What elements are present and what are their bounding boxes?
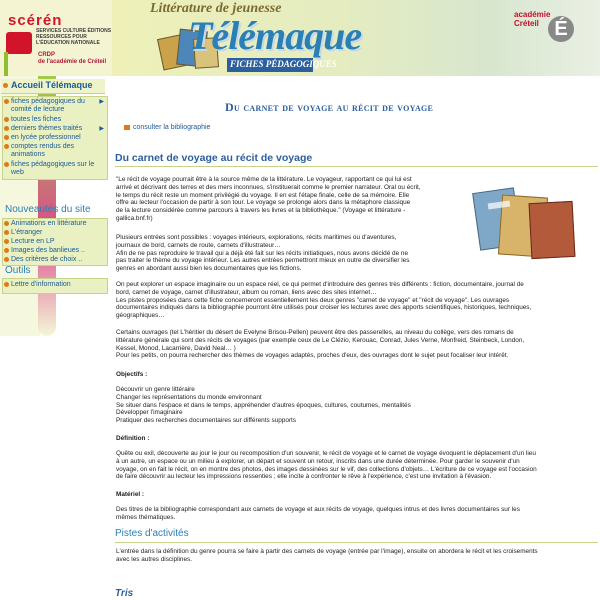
paragraph-intro (116, 176, 466, 223)
tools-item-label: Lettre d'information (11, 281, 71, 288)
text-line: bord, carnet de voyage, carnet d'illustrateur, album ou roman, liens avec des sites internet… (116, 288, 377, 296)
bullet-icon (4, 282, 9, 287)
news-item-banlieues[interactable] (4, 247, 106, 255)
bullet-icon (4, 135, 9, 140)
home-link[interactable] (1, 79, 105, 94)
objectifs-label: Objectifs : (116, 371, 148, 378)
page-title: Du carnet de voyage au récit de voyage (225, 100, 434, 114)
text-line: géographiques… (116, 312, 165, 320)
text-line: Quête ou exil, découverte au jour le jour ou recomposition d'un souvenir, le récit de voyage et le carnet de voyage évoquent le déplacement d'un lieu (116, 450, 536, 457)
text-line: Des titres de la bibliographie correspondant aux carnets de voyage et aux récits de voyage, quelques intrus et des livres documentaires sur les (116, 506, 520, 513)
fiches-label: FICHES PÉDAGOGIQUES (230, 59, 337, 69)
text-line: Se situer dans l'espace et dans le temps, appréhender d'autres époques, cultures, coutumes, mentalités (116, 401, 411, 409)
bullet-icon (4, 117, 9, 122)
text-line: documentaires indiqués dans la bibliographie pourront être utilisés pour croiser les lectures avec des apports scientifiques, historiques, techniques, (116, 304, 532, 312)
tools-item-lettre[interactable] (4, 281, 106, 289)
news-item-label: L'étranger (11, 229, 43, 236)
bullet-icon (4, 99, 9, 104)
seren-line (4, 52, 8, 76)
news-item-label: Lecture en LP (11, 238, 55, 245)
academie-line1: académie (514, 10, 551, 19)
bullet-icon (4, 221, 9, 226)
home-label: Accueil Télémaque (11, 80, 93, 90)
bullet-icon (4, 126, 9, 131)
news-item-etranger[interactable] (4, 229, 106, 237)
news-item-label: Des critères de choix .. (11, 256, 83, 263)
seren-mark (6, 32, 32, 54)
nav-item-label: toutes les fiches (11, 116, 62, 123)
nav-item-comptes-rendus[interactable] (4, 143, 106, 159)
text-line: On peut explorer un espace imaginaire ou un espace réel, ce qui permet d'introduire des genres très différents : fiction, documentaire, journal de (116, 281, 524, 288)
bibliography-link[interactable] (124, 124, 210, 131)
section-divider (115, 166, 598, 167)
text-line: Afin de ne pas reproduire le travail qui a déjà été fait sur les récits initiatiques, nous avons décidé de ne (116, 249, 409, 257)
home-bullet-icon (3, 83, 8, 88)
text-line: journaux de bord, carnets de route, carnets d'illustrateur… (116, 241, 281, 249)
news-item-lecture-lp[interactable] (4, 238, 106, 246)
text-line: le temps du récit reste un moment privilégié du voyage. Il en est l'étape finale, celle de sa mémoire. Elle (116, 191, 410, 199)
bullet-icon (4, 257, 9, 262)
news-item-label: Animations en littérature (11, 220, 87, 227)
nav-item-label: comptes rendus des animations (11, 143, 75, 158)
nav-item-label: fiches pédagogiques sur le web (11, 161, 95, 176)
tools-title: Outils (5, 265, 31, 276)
arrow-right-icon: ▶ (99, 99, 104, 105)
bibliography-link-label: consulter la bibliographie (133, 124, 211, 131)
tris-title: Tris (115, 588, 134, 599)
nav-item-fiches-web[interactable] (4, 161, 106, 177)
text-line: voyage, on en fait le récit, on en montre des photos, des images dessinées sur le vif, des collections d'objets… L'écriture de ce voyage est l'occasion (116, 465, 537, 473)
pistes-text (116, 548, 600, 564)
text-line: mêmes thématiques. (116, 513, 176, 521)
bullet-icon (4, 144, 9, 149)
paragraph-explore (116, 281, 600, 320)
bullet-icon (4, 239, 9, 244)
text-line: Changer les représentations du monde environnant (116, 393, 262, 401)
site-title[interactable]: Télémaque (188, 13, 362, 58)
nav-item-toutes-fiches[interactable] (4, 116, 106, 124)
academie-logo[interactable] (514, 10, 550, 28)
pistes-title: Pistes d'activités (115, 528, 189, 539)
text-line: à un autre, un espace ou un milieu à explorer, un départ et souvent un retour, inscrits dans une durée déterminée. Pour garder le souvenir d'un (116, 457, 520, 465)
text-line: Découvrir un genre littéraire (116, 386, 195, 393)
nav-item-lycee-pro[interactable] (4, 134, 106, 142)
text-line: gallica.bnf.fr) (116, 214, 153, 222)
bullet-icon (4, 230, 9, 235)
text-line: de faire découvrir au lecteur les impressions ressenties ; elle incite à confronter le rêve à l'expérience, c'est une invitation à l'évasion. (116, 473, 492, 481)
text-line: offre au lecteur l'occasion de partir à son tour. Le voyage se prolonge alors dans la métaphore classique (116, 199, 411, 207)
books-illustration (470, 182, 582, 260)
academie-line2: Créteil (514, 19, 539, 28)
materiel-label: Matériel : (116, 491, 145, 498)
seren-subtitle: SERVICES CULTURE ÉDITIONS RESSOURCES POUR L'ÉDUCATION NATIONALE (36, 28, 112, 46)
paragraph-entries (116, 234, 466, 273)
literature-title: Littérature de jeunesse (150, 1, 282, 16)
header-banner (0, 0, 600, 76)
text-line: Kessel, Monod, Lacarrière, David Neal… ) (116, 344, 236, 352)
nav-item-label: en lycée professionnel (11, 134, 81, 141)
objectifs-list (116, 386, 600, 425)
news-item-label: Images des banlieues .. (11, 247, 85, 254)
text-line: L'entrée dans la définition du genre pourra se faire à partir des carnets de voyage (entrée par l'image), ensuite on abordera le récit et les croisements (116, 548, 538, 555)
definition-label: Définition : (116, 435, 150, 442)
text-line: Plusieurs entrées sont possibles : voyages intérieurs, explorations, récits maritimes ou d'aventures, (116, 234, 397, 241)
text-line: Pour les petits, on pourra rechercher des thèmes de voyages adaptés, proches d'eux, des ouvrages dont le sujet peut focaliser leur intérêt. (116, 352, 509, 360)
sidebar (0, 76, 108, 306)
text-line: pas traiter le thème du voyage intérieur. Les autres entrées permettront mieux en outre de diversifier les (116, 257, 410, 265)
text-line: avec les autres disciplines. (116, 555, 193, 563)
text-line: arrivé et décrivant des terres et des mers inconnues, s'instituerait comme le premier narrateur. Oral ou écrit, (116, 183, 421, 191)
bullet-icon (4, 248, 9, 253)
news-item-animations[interactable] (4, 220, 106, 228)
pistes-divider (115, 542, 598, 543)
crdp-label (38, 52, 106, 66)
text-line: "Le récit de voyage pourrait être à la source même de la littérature. Le voyageur, rapportant ce qui lui est (116, 176, 412, 183)
section-title: Du carnet de voyage au récit de voyage (115, 152, 313, 164)
text-line: littérature générale qui sont des récits de voyages (par exemple ceux de Le Clézio, Kerouac, Conrad, Jules Verne, Monfreid, Steinbeck, London, (116, 336, 525, 344)
nav-item-label: derniers thèmes traités (11, 125, 83, 132)
paragraph-ouvrages (116, 329, 600, 360)
text-line: Pratiquer des recherches documentaires sur différents supports (116, 417, 296, 425)
crdp-line2: de l'académie de Créteil (38, 59, 107, 65)
nav-item-label: fiches pédagogiques du comité de lecture (11, 98, 85, 113)
main-content (110, 78, 600, 600)
academie-emblem-icon: É (548, 16, 574, 42)
arrow-right-icon: ▶ (99, 126, 104, 132)
materiel-text (116, 506, 600, 522)
text-line: Développer l'imaginaire (116, 409, 183, 417)
crdp-line1: CRDP (38, 52, 56, 58)
nav-item-derniers-themes[interactable] (4, 125, 106, 133)
text-line: de la lecture considérée comme parcours à travers les livres et la bibliothèque." (Voyage et littérature - (116, 207, 406, 215)
text-line: Les pistes proposées dans cette fiche concerneront essentiellement les deux genres "carnet de voyage" et "récit de voyage". Les ouvrages (116, 296, 510, 304)
news-item-criteres[interactable] (4, 256, 106, 264)
arrow-icon (124, 125, 130, 130)
definition-text (116, 450, 600, 481)
text-line: genres en abordant aussi bien les documentaires que les fictions. (116, 265, 302, 273)
nav-item-fiches-comite[interactable] (4, 98, 106, 114)
seren-logo[interactable]: scérén (8, 12, 63, 29)
bullet-icon (4, 162, 9, 167)
text-line: Certains ouvrages (tel L'héritier du désert de Evelyne Brisou-Pellen) peuvent être des passerelles, au niveau du collège, vers des romans de (116, 329, 514, 336)
news-title: Nouveautés du site (5, 204, 91, 215)
